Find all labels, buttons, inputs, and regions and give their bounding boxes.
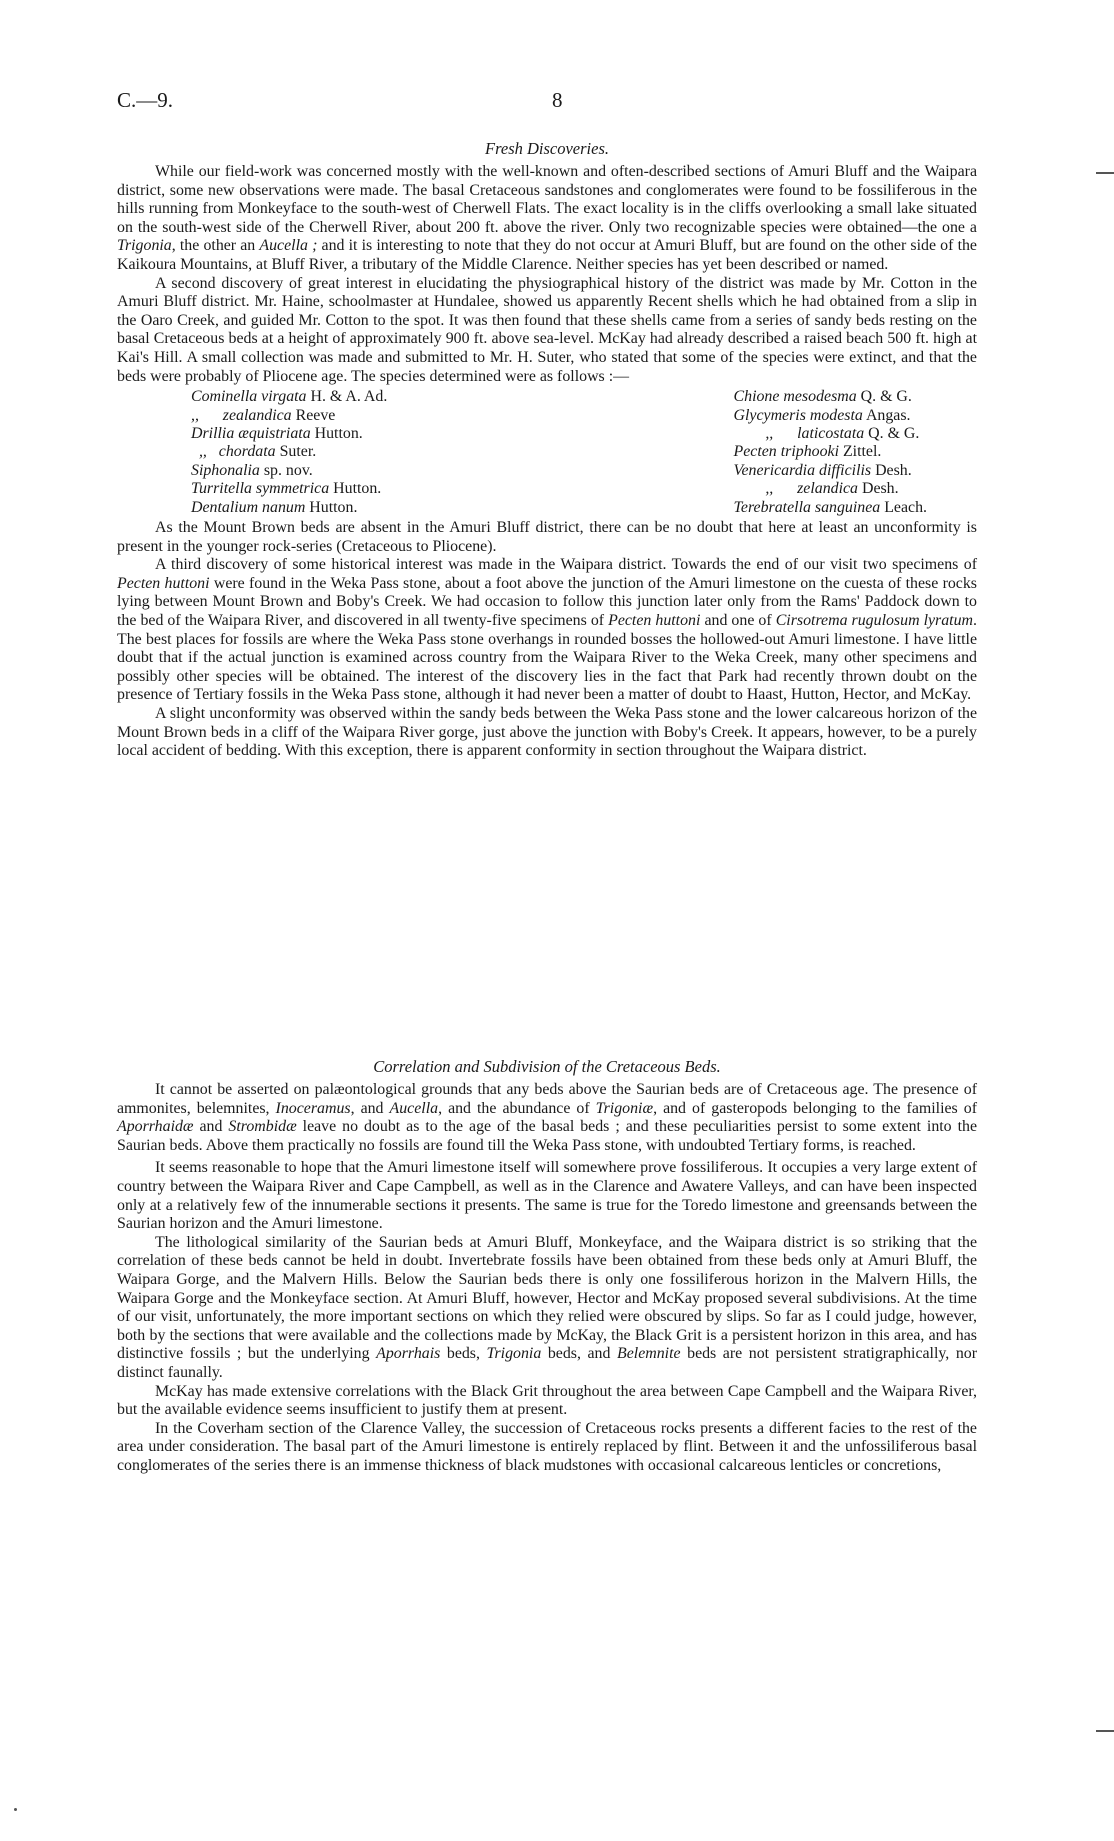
species-item: Dentalium nanum Hutton. (191, 498, 358, 516)
paragraph-fresh-4: A third discovery of some historical interest was made in the Waipara district. Towards the end of our visit two specimens of Pecten huttoni were found in the Weka Pass stone, about a foot above the junction of the Amuri limestone on the cuesta of these rocks lying between Mount Brown and Boby's Creek. We had occasion to follow this junction later only from the Rams' Paddock down to the bed of the Waipara River, and discovered in all twenty-five specimens of Pecten huttoni and one of Cirsotrema rugulosum lyratum. The best places for fossils are where the Weka Pass stone overhangs in rounded bosses the hollowed-out Amuri limestone. I have little doubt that if the actual junction is examined across country from the Waipara River to the Weka Creek, many other specimens and possibly other species will be obtained. The interest of the discovery lies in the fact that Park had recently thrown doubt on the presence of Tertiary fossils in the Weka Pass stone, although it had never been a matter of doubt to Haast, Hutton, Hector, and McKay. (117, 556, 977, 704)
page-number: 8 (552, 88, 563, 112)
species-item: ,, zealandica Reeve (191, 406, 336, 424)
document-reference: C.—9. (117, 88, 174, 112)
paragraph-fresh-5: A slight unconformity was observed within the sandy beds between the Weka Pass stone and the lower calcareous horizon of the Mount Brown beds in a cliff of the Waipara River gorge, just above the junction with Boby's Creek. It appears, however, to be a purely local accident of bedding. With this exception, there is apparent conformity in section throughout the Waipara district. (117, 704, 977, 760)
species-column-right (734, 388, 927, 517)
species-item: Turritella symmetrica Hutton. (191, 480, 382, 498)
paragraph-correlation-4: McKay has made extensive correlations with the Black Grit throughout the area between Cape Campbell and the Waipara River, but the available evidence seems insufficient to justify them at present. (117, 1382, 977, 1419)
fresh-discoveries-section (117, 139, 977, 761)
margin-mark (1096, 1730, 1114, 1732)
species-item: Terebratella sanguinea Leach. (733, 498, 927, 516)
species-item: Chione mesodesma Q. & G. (733, 388, 912, 406)
paragraph-correlation-2: It seems reasonable to hope that the Amuri limestone itself will somewhere prove fossiliferous. It occupies a very large extent of country between the Waipara River and Cape Campbell, as well as in the Clarence and Awatere Valleys, and can have been inspected only at a relatively few of the innumerable sections it presents. The same is true for the Toredo limestone and greensands between the Saurian horizon and the Amuri limestone. (117, 1159, 977, 1233)
species-item: ,, laticostata Q. & G. (733, 424, 920, 442)
paragraph-fresh-1: While our field-work was concerned mostly with the well-known and often-described sections of Amuri Bluff and the Waipara district, some new observations were made. The basal Cretaceous sandstones and conglomerates were found to be fossiliferous in the hills running from Monkeyface to the south-west of Cherwell Flats. The exact locality is in the cliffs overlooking a small lake situated on the south-west side of the Cherwell River, about 200 ft. above the river. Only two recognizable species were obtained—the one a Trigonia, the other an Aucella ; and it is interesting to note that they do not occur at Amuri Bluff, but are found on the other side of the Kaikoura Mountains, at Bluff River, a tributary of the Middle Clarence. Neither species has yet been described or named. (117, 163, 977, 273)
species-item: Cominella virgata H. & A. Ad. (191, 388, 388, 406)
margin-mark (1096, 172, 1114, 174)
section-title-fresh-discoveries: Fresh Discoveries. (484, 139, 610, 158)
species-item: Siphonalia sp. nov. (191, 461, 313, 479)
species-item: Drillia æquistriata Hutton. (191, 424, 363, 442)
paragraph-correlation-3: The lithological similarity of the Saurian beds at Amuri Bluff, Monkeyface, and the Waipara district is so striking that the correlation of these beds cannot be held in doubt. Invertebrate fossils have been obtained from these beds only at Amuri Bluff, the Waipara Gorge, and the Malvern Hills. Below the Saurian beds there is only one fossiliferous horizon in the Malvern Hills, the Waipara Gorge and the Monkeyface section. At Amuri Bluff, however, Hector and McKay proposed several subdivisions. At the time of our visit, unfortunately, the more important sections on which they relied were obscured by slips. So far as I could judge, however, both by the sections that were available and the collections made by McKay, the Black Grit is a persistent horizon in this area, and has distinctive fossils ; but the underlying Aporrhais beds, Trigonia beds, and Belemnite beds are not persistent stratigraphically, nor distinct faunally. (117, 1233, 977, 1381)
page-header (117, 88, 977, 118)
scan-speck (14, 1808, 17, 1811)
section-title-correlation: Correlation and Subdivision of the Cretaceous Beds. (373, 1057, 721, 1076)
species-item: ,, chordata Suter. (191, 443, 317, 461)
species-item: Pecten triphooki Zittel. (733, 443, 882, 461)
species-list (117, 388, 977, 517)
species-column-left (191, 388, 387, 517)
paragraph-correlation-1: It cannot be asserted on palæontological grounds that any beds above the Saurian beds are of Cretaceous age. The presence of ammonites, belemnites, Inoceramus, and Aucella, and the abundance of Trigoniæ, and of gasteropods belonging to the families of Aporrhaidæ and Strombidæ leave no doubt as to the age of the basal beds ; and these peculiarities persist to some extent into the Saurian beds. Above them practically no fossils are found till the Weka Pass stone, with undoubted Tertiary forms, is reached. (117, 1081, 977, 1154)
correlation-section (117, 1057, 977, 1475)
species-item: ,, zelandica Desh. (733, 480, 899, 498)
species-item: Venericardia difficilis Desh. (733, 461, 912, 479)
paragraph-fresh-3: As the Mount Brown beds are absent in the Amuri Bluff district, there can be no doubt that here at least an unconformity is present in the younger rock-series (Cretaceous to Pliocene). (117, 518, 977, 555)
paragraph-fresh-2: A second discovery of great interest in elucidating the physiographical history of the district was made by Mr. Cotton in the Amuri Bluff district. Mr. Haine, schoolmaster at Hundalee, showed us apparently Recent shells which he had obtained from a slip in the Oaro Creek, and guided Mr. Cotton to the spot. It was then found that these shells came from a series of sandy beds resting on the basal Cretaceous beds at a height of approximately 900 ft. above sea-level. McKay had already described a raised beach 500 ft. high at Kai's Hill. A small collection was made and submitted to Mr. H. Suter, who stated that some of the species were extinct, and that the beds were probably of Pliocene age. The species determined were as follows :— (117, 274, 977, 385)
species-item: Glycymeris modesta Angas. (733, 406, 911, 424)
paragraph-correlation-5: In the Coverham section of the Clarence Valley, the succession of Cretaceous rocks presents a different facies to the rest of the area under consideration. The basal part of the Amuri limestone is entirely replaced by flint. Between it and the unfossiliferous basal conglomerates of the series there is an immense thickness of black mudstones with occasional calcareous lenticles or concretions, (117, 1419, 977, 1474)
